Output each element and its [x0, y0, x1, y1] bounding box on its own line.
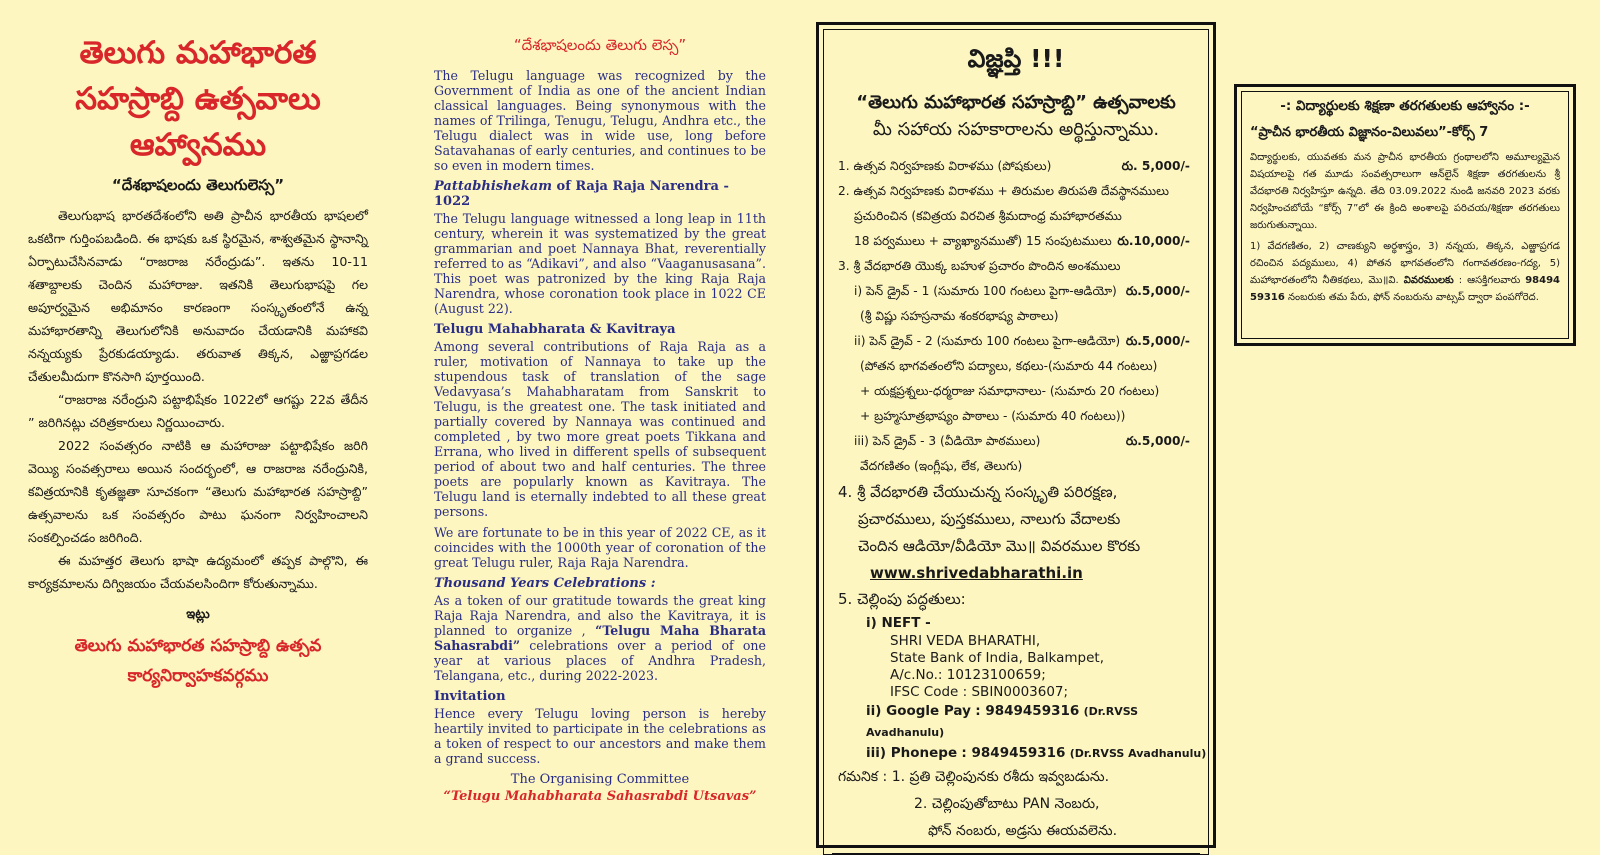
bank-line-3: A/c.No.: 10123100659; [890, 667, 1046, 683]
english-paragraph-6: Hence every Telugu loving person is hereby heartily invited to participate in the celebrations as a token of respect to our ancestors and make them a grand success. [434, 706, 766, 766]
course-title: “ప్రాచీన భారతీయ విజ్ఞానం-విలువలు”-కోర్స్ 7 [1250, 125, 1489, 140]
telugu-paragraph-3: 2022 సంవత్సరం నాటికి ఆ మహారాజు పట్టాభిషేకం జరిగి వెయ్యి సంవత్సరాలు అయిన సందర్భంలో, ఆ రాజరాజ నరేంద్రునికి, కవిత్రయానికి కృతజ్ఞతా సూచకంగా “తెలుగు మహాభారత సహస్రాబ్ది” ఉత్సవాలను ఒక సంవత్సరం పాటు ఘనంగా నిర్వహించాలని సంకల్పించడం జరిగింది. [28, 438, 368, 545]
payment-methods-heading: 5. చెల్లింపు పద్ధతులు: [838, 590, 966, 608]
pen-drive-3: iii) పెన్ డ్రైవ్ - 3 (వీడియో పాఠములు) రు.5,000/- [854, 434, 1190, 448]
website-link[interactable]: www.shrivedabharathi.in [870, 564, 1083, 582]
english-paragraph-1: The Telugu language was recognized by the Government of India as one of the ancient Indian classical languages. Being synonymous with the names of Trilinga, Tenugu, Telugu, Andhra etc., the Telugu dialect was in wide use, long before Satavahanas of early centuries, and continues to be so even in modern times. [434, 68, 766, 173]
donation-item-2b: ప్రచురించిన (కవిత్రయ విరచిత శ్రీమదాంధ్ర మహాభారతము [854, 209, 1122, 223]
closing-word: ఇట్లు [186, 607, 210, 622]
donation-item-1: 1. ఉత్సవ నిర్వహణకు విరాళము (పోషకులు) రు. 5,000/- [838, 159, 1190, 173]
appeal-box [816, 22, 1216, 848]
pen-drive-2-detail-1: (పోతన భాగవతంలోని పద్యాలు, కథలు-(సుమారు 44 గంటలు) [860, 359, 1158, 373]
note-line-1: గమనిక : 1. ప్రతి చెల్లింపునకు రశీదు ఇవ్వబడును. [838, 769, 1110, 785]
english-paragraph-4: We are fortunate to be in this year of 2022 CE, as it coincides with the 1000th year of coronation of the great Telugu ruler, Raja Raja Narendra. [434, 525, 766, 570]
english-paragraph-3: Among several contributions of Raja Raja as a ruler, motivation of Nannaya to take up the stupendous task of translation of the sage Vedavyasa’s Mahabharatam from Sanskrit to Telugu, is the greatest one. The task initiated and partially covered by Nannaya was continued and completed , by two more great poets Tikkana and Errana, who lived in different spells of subsequent period of about two and half centuries. The three poets are popularly known as Kavitraya. The Telugu land is eternally indebted to all these great persons. [434, 339, 766, 519]
course-box [1234, 84, 1576, 346]
signature-line-2: కార్యనిర్వాహకవర్గము [127, 666, 269, 686]
donation-item-2c: 18 పర్వములు + వ్యాఖ్యానముతో) 15 సంపుటములు రు.10,000/- [854, 234, 1190, 248]
section-heading-kavitraya: Telugu Mahabharata & Kavitraya [434, 322, 676, 337]
bank-line-4: IFSC Code : SBIN0003607; [890, 684, 1069, 700]
bank-line-2: State Bank of India, Balkampet, [890, 650, 1104, 666]
english-paragraph-2: The Telugu language witnessed a long leap in 11th century, wherein it was systematized by the great grammarian and poet Nannaya Bhat, reverentially referred to as “Adikavi”, and also “Vaaganusasana”. This poet was patronized by the king Raja Raja Narendra, whose coronation took place in 1022 CE (August 22). [434, 211, 766, 316]
course-paragraph-1: విద్యార్థులకు, యువతకు మన ప్రాచీన భారతీయ గ్రంథాలలోని అమూల్యమైన విషయాలపై గత మూడు సంవత్సరాలుగా ఆన్‌లైన్ శిక్షణా తరగతులను శ్రీ వేదభారతి నిర్వహిస్తూ ఉన్నది. తేది 03.09.2022 నుండి జనవరి 2023 వరకు నిర్వహించబోయే “కోర్స్ 7”లో ఈ క్రింది అంశాలపై పరిచయ/శిక్షణా తరగతులు జరుగుతున్నాయి. [1250, 152, 1560, 231]
appeal-box-inner [823, 29, 1209, 855]
signature-line-1: తెలుగు మహాభారత సహస్రాబ్ది ఉత్సవ [74, 636, 322, 656]
course-heading: -: విద్యార్థులకు శిక్షణా తరగతులకు ఆహ్వానం :- [1280, 98, 1530, 114]
section-heading-pattabhishekam: Pattabhishekam of Raja Raja Narendra - 1022 [434, 179, 729, 209]
pen-drive-2-detail-2: + యక్షప్రశ్నలు-ధర్మరాజు సమాధానాలు- (సుమారు 20 గంటలు) [860, 384, 1160, 398]
pen-drive-1: i) పెన్ డ్రైవ్ - 1 (సుమారు 100 గంటలు పైగా-ఆడియో) రు.5,000/- [854, 284, 1190, 298]
appeal-title: విజ్ఞప్తి !!! [967, 44, 1065, 73]
item-4-line-3: చెందిన ఆడియో/వీడియో మొ॥ వివరముల కొరకు [858, 537, 1141, 555]
invitation-title-line-2: సహస్రాబ్ది ఉత్సవాలు [75, 81, 321, 117]
google-pay-line: ii) Google Pay : 9849459316 (Dr.RVSS Avadhanulu) [866, 703, 1139, 739]
section-heading-invitation: Invitation [434, 689, 506, 704]
telugu-paragraph-2: “రాజరాజ నరేంద్రుని పట్టాభిషేకం 1022లో ఆగష్టు 22వ తేదీన ” జరిగినట్లు చరిత్రకారులు నిర్ణయించారు. [28, 392, 368, 430]
telugu-invitation-column [28, 30, 368, 691]
donation-item-3: 3. శ్రీ వేదభారతి యొక్క బహుళ ప్రచారం పొందిన అంశములు [838, 259, 1121, 273]
english-invitation-column [434, 36, 766, 804]
course-box-inner [1241, 91, 1569, 339]
section-heading-celebrations: Thousand Years Celebrations : [434, 576, 656, 591]
phonepe-line: iii) Phonepe : 9849459316 (Dr.RVSS Avadhanulu) [866, 745, 1207, 761]
pen-drive-1-detail: (శ్రీ విష్ణు సహస్రనామ శంకరభాష్య పాఠాలు) [860, 309, 1059, 323]
course-paragraph-2: 1) వేదగణితం, 2) చాణక్యుని అర్థశాస్త్రం, 3) నన్నయ, తిక్కన, ఎఱ్ఱాప్రగడ రచించిన పద్యములు, 4) పోతన భాగవతంలోని గంగావతరణం-గద్య, 5) మహాభారతంలోని నీతికథలు, మొ॥వి. వివరములకు : ఆసక్తిగలవారు 98494 59316 నంబరుకు తమ పేరు, ఫోన్ నంబరును వాట్సప్ ద్వారా పంపగోరెద. [1250, 241, 1560, 303]
pen-drive-2: ii) పెన్ డ్రైవ్ - 2 (సుమారు 100 గంటలు పైగా-ఆడియో) రు.5,000/- [854, 334, 1190, 348]
telugu-paragraph-4: ఈ మహత్తర తెలుగు భాషా ఉద్యమంలో తప్పక పాల్గొని, ఈ కార్యక్రమాలను దిగ్విజయం చేయవలసిందిగా కోరుతున్నాము. [28, 553, 368, 591]
committee-name: “Telugu Mahabharata Sahasrabdi Utsavas” [443, 789, 757, 804]
donation-item-2a: 2. ఉత్సవ నిర్వహణకు విరాళము + తిరుమల తిరుపతి దేవస్థానములు [838, 184, 1169, 198]
organising-committee: The Organising Committee [510, 772, 690, 787]
bank-line-1: SHRI VEDA BHARATHI, [890, 633, 1041, 649]
note-line-3: ఫోన్ నంబరు, అడ్రసు ఈయవలెను. [928, 823, 1118, 839]
neft-label: i) NEFT - [866, 615, 931, 631]
telugu-paragraph-1: తెలుగుభాష భారతదేశంలోని అతి ప్రాచీన భారతీయ భాషలలో ఒకటిగా గుర్తింపబడింది. ఈ భాషకు ఒక స్థిరమైన, శాశ్వతమైన స్థానాన్ని ఏర్పాటుచేసినవాడు “రాజరాజ నరేంద్రుడు”. ఇతను 10-11 శతాబ్దాలకు చెందిన మహారాజు. ఇతనికి తెలుగుభాషపై గల అపూర్వమైన అభిమానం కారణంగా సంస్కృతంలోనే ఉన్న మహాభారతాన్ని తెలుగులోనికి అనువాదం చేయడానికి మహాకవి నన్నయ్యకు ప్రేరకుడయ్యాడు. తరువాత తిక్కన, ఎఱ్ఱాప్రగడల చేతులమీదుగా కొనసాగి పూర్తయింది. [28, 208, 368, 384]
telugu-subheading: “దేశభాషలందు తెలుగులెస్స” [111, 176, 285, 194]
appeal-subtitle-2: మీ సహాయ సహకారాలను అర్థిస్తున్నాము. [872, 119, 1160, 140]
english-column-heading: “దేశభాషలందు తెలుగు లెస్స” [513, 36, 687, 54]
pen-drive-3-detail: వేదగణితం (ఇంగ్లీషు, లేక, తెలుగు) [860, 459, 1023, 473]
item-4-line-2: ప్రచారములు, పుస్తకములు, నాలుగు వేదాలకు [858, 510, 1121, 528]
english-paragraph-5: As a token of our gratitude towards the great king Raja Raja Narendra, and also the Kavitraya, it is planned to organize , “Telugu Maha Bharata Sahasrabdi” celebrations over a period of one year at various places of Andhra Pradesh, Telangana, etc., during 2022-2023. [434, 593, 766, 683]
appeal-subtitle-1: “తెలుగు మహాభారత సహస్రాబ్ది” ఉత్సవాలకు [856, 92, 1176, 113]
invitation-title-line-1: తెలుగు మహాభారత [79, 35, 317, 71]
note-line-2: 2. చెల్లింపుతోబాటు PAN నెంబరు, [914, 796, 1100, 812]
bottom-divider [832, 853, 1200, 854]
invitation-title-line-3: ఆహ్వానము [129, 127, 267, 163]
item-4-line-1: 4. శ్రీ వేదభారతి చేయుచున్న సంస్కృతి పరిరక్షణ, [838, 483, 1118, 501]
pen-drive-2-detail-3: + బ్రహ్మసూత్రభాష్యం పాఠాలు - (సుమారు 40 గంటలు)) [860, 409, 1126, 423]
